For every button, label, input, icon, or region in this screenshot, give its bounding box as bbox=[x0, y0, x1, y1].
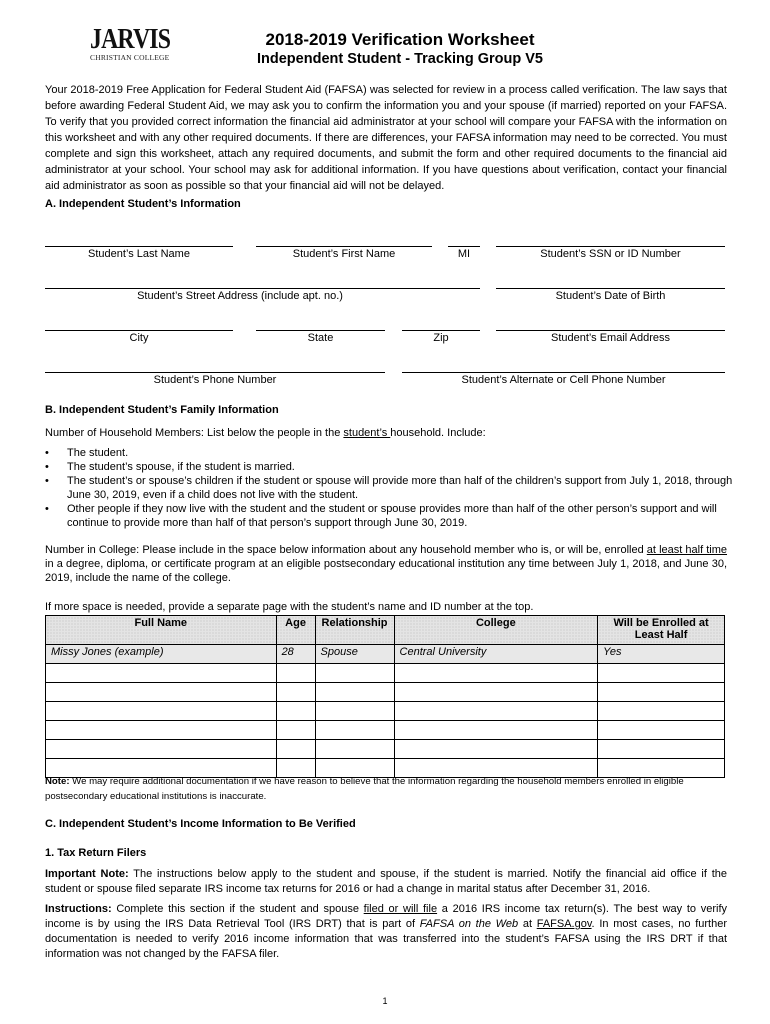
cell: Yes bbox=[598, 645, 725, 664]
cell-input[interactable] bbox=[315, 721, 394, 740]
note-paragraph bbox=[45, 774, 727, 804]
page-number: 1 bbox=[382, 996, 388, 1006]
college-table bbox=[45, 615, 725, 778]
alt-phone-label: Student’s Alternate or Cell Phone Number bbox=[461, 374, 666, 386]
logo-wordmark: JARVIS bbox=[90, 23, 171, 55]
cell: Missy Jones (example) bbox=[46, 645, 277, 664]
dob-label: Student’s Date of Birth bbox=[555, 290, 666, 302]
last-name-label: Student’s Last Name bbox=[88, 248, 190, 260]
dob-line[interactable] bbox=[496, 288, 725, 289]
fafsa-on-the-web: FAFSA on the Web bbox=[419, 918, 519, 930]
fafsa-gov-link[interactable]: FAFSA.gov bbox=[536, 918, 592, 930]
table-row[interactable] bbox=[46, 683, 725, 702]
first-name-label: Student’s First Name bbox=[292, 248, 396, 260]
col-college: College bbox=[394, 616, 598, 645]
cell-input[interactable] bbox=[598, 740, 725, 759]
ssn-line[interactable] bbox=[496, 246, 725, 247]
cell-input[interactable] bbox=[276, 721, 315, 740]
phone-line[interactable] bbox=[45, 372, 385, 373]
household-intro-text: Number of Household Members: List below the people in the bbox=[45, 427, 344, 439]
table-row[interactable] bbox=[46, 740, 725, 759]
cell-input[interactable] bbox=[394, 683, 598, 702]
table-row[interactable] bbox=[46, 702, 725, 721]
instructions-text: . In most cases, no further documentation is needed to verify 2016 income information that was transferred into the student’s FAFSA using the IRS DRT if that information was not changed by the FAFSA filer. bbox=[45, 918, 728, 960]
important-label: Important Note: bbox=[45, 868, 129, 880]
cell-input[interactable] bbox=[46, 683, 277, 702]
cell-input[interactable] bbox=[46, 664, 277, 683]
cell: 28 bbox=[276, 645, 315, 664]
cell-input[interactable] bbox=[394, 702, 598, 721]
note-label: Note: bbox=[45, 776, 70, 787]
important-note bbox=[45, 867, 727, 897]
section-c-heading: C. Independent Student’s Income Information to Be Verified bbox=[45, 818, 356, 830]
household-intro-underlined: student’s bbox=[343, 427, 391, 439]
household-intro bbox=[45, 425, 727, 441]
cell-input[interactable] bbox=[276, 702, 315, 721]
cell-input[interactable] bbox=[276, 740, 315, 759]
cell-input[interactable] bbox=[315, 740, 394, 759]
cell-input[interactable] bbox=[276, 664, 315, 683]
col-relationship: Relationship bbox=[315, 616, 394, 645]
cell-input[interactable] bbox=[46, 740, 277, 759]
section-a-heading: A. Independent Student’s Information bbox=[45, 198, 241, 210]
email-line[interactable] bbox=[496, 330, 725, 331]
college-underlined: at least half time bbox=[646, 544, 728, 556]
cell-input[interactable] bbox=[598, 683, 725, 702]
cell-input[interactable] bbox=[598, 721, 725, 740]
col-age: Age bbox=[276, 616, 315, 645]
list-item: • Other people if they now live with the student and the student or spouse provides more than half of the other person’s support and will continue to provide more than half of that person’s support through June 30, 2019. bbox=[67, 502, 749, 530]
cell-input[interactable] bbox=[315, 702, 394, 721]
college-text: Number in College: Please include in the space below information about any household member who is, or will be, enrolled bbox=[45, 544, 647, 556]
instructions-label: Instructions: bbox=[45, 903, 112, 915]
important-text: The instructions below apply to the student and spouse, if the student is married. Notify the financial aid office if the student or spouse filed separate IRS income tax returns for 2016 or had a change in marital status after December 31, 2016. bbox=[45, 868, 727, 895]
zip-label: Zip bbox=[433, 332, 449, 344]
city-label: City bbox=[129, 332, 149, 344]
cell-input[interactable] bbox=[394, 721, 598, 740]
instructions-text: Complete this section if the student and spouse bbox=[111, 903, 364, 915]
household-member-list bbox=[45, 446, 749, 530]
table-row-example bbox=[46, 645, 725, 664]
cell-input[interactable] bbox=[598, 664, 725, 683]
page-subtitle: Independent Student - Tracking Group V5 bbox=[257, 51, 543, 67]
table-row[interactable] bbox=[46, 664, 725, 683]
col-enrolled: Will be Enrolled at Least Half bbox=[598, 616, 725, 645]
page-title: 2018-2019 Verification Worksheet bbox=[265, 30, 535, 49]
intro-paragraph: Your 2018-2019 Free Application for Federal Student Aid (FAFSA) was selected for review in a process called verification. The law says that before awarding Federal Student Aid, we may ask you to confirm the information you and your spouse (if married) reported on your FAFSA. To verify that you provided correct information the financial aid administrator at your school will compare your FAFSA with the information on this worksheet and with any other required documents. If there are differences, your FAFSA information may need to be corrected. You must complete and sign this worksheet, attach any required documents, and submit the form and other required documents to the financial aid administrator at your school. Your school may ask for additional information. If you have questions about verification, contact your financial aid administrator as soon as possible so that your financial aid will not be delayed. bbox=[45, 84, 727, 192]
ssn-label: Student’s SSN or ID Number bbox=[540, 248, 681, 260]
instructions-paragraph bbox=[45, 902, 727, 962]
table-row[interactable] bbox=[46, 721, 725, 740]
cell-input[interactable] bbox=[46, 721, 277, 740]
email-label: Student’s Email Address bbox=[550, 332, 671, 344]
cell-input[interactable] bbox=[46, 702, 277, 721]
zip-line[interactable] bbox=[402, 330, 480, 331]
last-name-line[interactable] bbox=[45, 246, 233, 247]
cell-input[interactable] bbox=[394, 740, 598, 759]
instructions-text: at bbox=[518, 918, 537, 930]
note-text: We may require additional documentation if we have reason to believe that the information regarding the household members enrolled in eligible postsecondary educational institutions is inaccurate. bbox=[45, 776, 684, 802]
phone-label: Student’s Phone Number bbox=[153, 374, 277, 386]
state-label: State bbox=[307, 332, 334, 344]
cell-input[interactable] bbox=[276, 683, 315, 702]
tax-return-filers-heading: 1. Tax Return Filers bbox=[45, 847, 147, 859]
cell: Central University bbox=[394, 645, 598, 664]
col-full-name: Full Name bbox=[46, 616, 277, 645]
section-b-heading: B. Independent Student’s Family Information bbox=[45, 404, 279, 416]
college-text-end: in a degree, diploma, or certificate program at an eligible postsecondary educational institution any time between July 1, 2018, and June 30, 2019, include the name of the college. bbox=[45, 558, 727, 584]
cell: Spouse bbox=[315, 645, 394, 664]
more-space-note: If more space is needed, provide a separate page with the student’s name and ID number at the top. bbox=[45, 601, 534, 613]
mi-label: MI bbox=[457, 248, 471, 260]
state-line[interactable] bbox=[256, 330, 385, 331]
cell-input[interactable] bbox=[394, 664, 598, 683]
household-intro-text-end: household. Include: bbox=[390, 427, 486, 439]
mi-line[interactable] bbox=[448, 246, 480, 247]
instructions-text: a 2016 IRS income tax return(s). The best way to verify income is by using the IRS Data Retrieval Tool (IRS DRT) that is part of bbox=[45, 903, 728, 930]
list-item: • The student’s spouse, if the student is married. bbox=[67, 460, 749, 474]
filed-or-will-file: filed or will file bbox=[363, 903, 438, 915]
list-item: • The student’s or spouse’s children if the student or spouse will provide more than half of the children’s support from July 1, 2018, through June 30, 2019, even if a child does not live with the student. bbox=[67, 474, 749, 502]
list-item: • The student. bbox=[67, 446, 749, 460]
logo-subtitle: CHRISTIAN COLLEGE bbox=[90, 53, 170, 62]
city-line[interactable] bbox=[45, 330, 233, 331]
number-in-college-paragraph bbox=[45, 543, 727, 585]
street-label: Student’s Street Address (include apt. no.) bbox=[137, 290, 343, 302]
cell-input[interactable] bbox=[315, 683, 394, 702]
first-name-line[interactable] bbox=[256, 246, 432, 247]
table-header-row bbox=[46, 616, 725, 645]
alt-phone-line[interactable] bbox=[402, 372, 725, 373]
cell-input[interactable] bbox=[598, 702, 725, 721]
street-line[interactable] bbox=[45, 288, 480, 289]
cell-input[interactable] bbox=[315, 664, 394, 683]
